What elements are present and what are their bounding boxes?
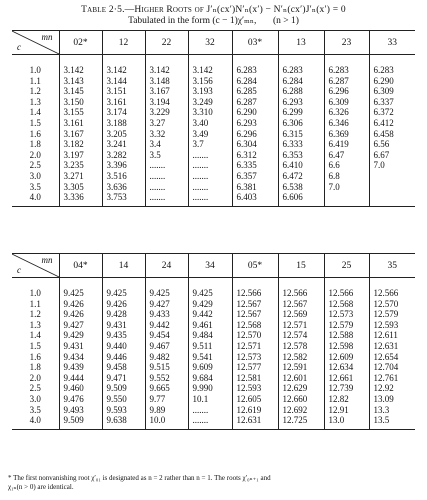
root-value-cell: 9.426 [102,299,145,310]
root-value-cell: 12.631 [369,341,415,352]
root-value-cell: 6.372 [369,107,415,118]
root-value-cell: 12.581 [232,373,278,384]
table-row [12,341,415,352]
root-value-cell: ....... [188,160,232,171]
root-value-cell: 3.148 [145,76,188,87]
c-value-cell: 1.3 [29,96,41,107]
root-value-cell: 9.425 [102,278,145,299]
root-value-cell: 6.287 [324,76,369,87]
table-row [12,278,415,299]
root-value-cell [369,192,415,206]
footnote [8,474,422,492]
root-value-cell: ....... [188,171,232,182]
root-value-cell: 12.611 [369,330,415,341]
root-value-cell: 9.593 [102,405,145,416]
column-header: 32 [188,31,232,55]
c-value-cell: 3.5 [29,404,41,415]
root-value-cell: 6.283 [232,55,278,76]
root-value-cell: 12.631 [232,415,278,429]
root-value-cell: 9.509 [102,383,145,394]
root-value-cell: 6.8 [324,171,369,182]
root-value-cell: 3.310 [188,107,232,118]
column-header: 22 [145,31,188,55]
c-value-cell: 1.5 [29,340,41,351]
c-value-cell: 1.0 [29,288,41,298]
root-value-cell: 12.582 [278,352,324,363]
root-value-cell: 12.578 [278,341,324,352]
table-subtitle-form: Tabulated in the form (c − 1)χ′ₘₙ, [128,16,257,26]
root-value-cell: 12.739 [324,383,369,394]
root-value-cell: 3.150 [59,97,102,108]
root-value-cell: 12.92 [369,383,415,394]
c-value-cell: 1.1 [29,75,41,86]
table-title [0,4,427,15]
table-subtitle [0,15,427,26]
c-value-cell: 3.0 [29,393,41,404]
table-row [12,352,415,363]
root-value-cell: ....... [145,160,188,171]
root-value-cell: 12.568 [232,320,278,331]
root-value-cell: 10.0 [145,415,188,429]
root-value-cell: 9.425 [145,278,188,299]
root-value-cell: 3.193 [188,86,232,97]
root-value-cell: 6.326 [324,107,369,118]
root-value-cell: 3.142 [102,55,145,76]
root-value-cell: 12.634 [324,362,369,373]
table-row [12,192,415,206]
root-value-cell: 3.396 [102,160,145,171]
root-value-cell: 9.427 [145,299,188,310]
root-value-cell: 6.47 [324,150,369,161]
table-title-equation: J′ₙ(cx′)N′ₙ(x′) − N′ₙ(cx′)J′ₙ(x′) = 0 [206,5,346,15]
root-value-cell: 9.458 [102,362,145,373]
root-value-cell: 3.197 [59,150,102,161]
root-value-cell: 9.550 [102,394,145,405]
root-value-cell: 6.335 [232,160,278,171]
root-value-cell: 9.511 [188,341,232,352]
root-value-cell: 13.09 [369,394,415,405]
root-value-cell: 3.249 [188,97,232,108]
root-value-cell: 9.467 [145,341,188,352]
root-value-cell: 3.144 [102,76,145,87]
root-value-cell: 9.461 [188,320,232,331]
root-value-cell: 12.566 [324,278,369,299]
root-value-cell: 6.346 [324,118,369,129]
root-value-cell: 6.472 [278,171,324,182]
root-value-cell: 3.4 [145,139,188,150]
root-value-cell: 9.476 [59,394,102,405]
column-header: 03* [232,31,278,55]
root-value-cell: ....... [145,182,188,193]
root-value-cell: 6.315 [278,129,324,140]
column-header: 04* [59,254,102,278]
root-value-cell: 3.32 [145,129,188,140]
root-value-cell: 3.40 [188,118,232,129]
root-value-cell: 12.609 [324,352,369,363]
root-value-cell: 12.566 [278,278,324,299]
root-value-cell: 3.161 [102,97,145,108]
root-value-cell: 3.27 [145,118,188,129]
root-value-cell: 12.598 [324,341,369,352]
table-row [12,394,415,405]
column-header: 02* [59,31,102,55]
c-value-cell: 1.2 [29,86,41,97]
root-value-cell: 6.283 [324,55,369,76]
root-value-cell: 12.593 [232,383,278,394]
corner-header-cell [12,31,59,55]
c-value-cell: 1.1 [29,298,41,309]
root-value-cell: 6.306 [278,118,324,129]
root-value-cell: 6.287 [232,97,278,108]
root-value-cell: 3.241 [102,139,145,150]
root-value-cell: 9.425 [59,278,102,299]
root-value-cell: 6.419 [324,139,369,150]
root-value-cell: 3.156 [188,76,232,87]
root-value-cell: 3.7 [188,139,232,150]
root-value-cell: 6.410 [278,160,324,171]
root-value-cell: 9.89 [145,405,188,416]
root-value-cell: 9.428 [102,309,145,320]
table-row [12,373,415,384]
root-value-cell: 3.155 [59,107,102,118]
root-value-cell: 12.579 [369,309,415,320]
root-value-cell: 12.571 [232,341,278,352]
root-value-cell: 9.429 [59,330,102,341]
root-value-cell: 9.442 [145,320,188,331]
root-value-cell: 3.305 [59,182,102,193]
root-value-cell: 6.369 [324,129,369,140]
root-value-cell: 3.336 [59,192,102,206]
root-value-cell: 6.333 [278,139,324,150]
root-value-cell: 12.588 [324,330,369,341]
footnote-line: χ₁ₙ(n > 0) are identical. [8,483,74,491]
root-value-cell: 9.684 [188,373,232,384]
table-body [12,55,415,207]
table-row [12,160,415,171]
column-header: 24 [145,254,188,278]
root-value-cell: 3.145 [59,86,102,97]
footnote-line: * The first nonvanishing root χ′₀₁ is designated as n = 2 rather than n = 1. The roots χ′₀ₙ₊₁ and [8,474,271,482]
root-value-cell: 3.636 [102,182,145,193]
root-value-cell: 3.282 [102,150,145,161]
root-value-cell: 12.704 [369,362,415,373]
root-value-cell: 9.433 [145,309,188,320]
root-value-cell: 6.296 [232,129,278,140]
table-row [12,86,415,97]
c-value-cell: 2.5 [29,383,41,394]
table-subtitle-condition: (n > 1) [272,16,299,26]
c-label: c [17,42,21,52]
header-row [12,31,415,55]
mn-label: mn [41,32,53,42]
root-value-cell: 6.288 [278,86,324,97]
table-row [12,118,415,129]
c-value-cell: 4.0 [29,415,41,426]
roots-table-upper [12,30,415,207]
root-value-cell: 9.426 [59,299,102,310]
c-value-cell: 1.4 [29,107,41,118]
c-value-cell: 1.2 [29,309,41,320]
root-value-cell: 9.484 [188,330,232,341]
table-body [12,278,415,430]
root-value-cell: 3.229 [145,107,188,118]
root-value-cell: 9.425 [188,278,232,299]
root-value-cell: 3.182 [59,139,102,150]
root-value-cell: 12.654 [369,352,415,363]
column-header: 13 [278,31,324,55]
c-value-cell: 1.6 [29,128,41,139]
table-row [12,171,415,182]
column-header: 15 [278,254,324,278]
root-value-cell: 9.426 [59,309,102,320]
root-value-cell: 6.293 [278,97,324,108]
root-value-cell: 12.571 [278,320,324,331]
root-value-cell: 12.591 [278,362,324,373]
root-value-cell: 12.566 [369,278,415,299]
root-value-cell: 9.439 [59,362,102,373]
root-value-cell: ....... [145,192,188,206]
root-value-cell: 7.0 [369,160,415,171]
root-value-cell: 6.337 [369,97,415,108]
root-value-cell: 12.692 [278,405,324,416]
root-value-cell: 7.0 [324,182,369,193]
root-value-cell: 9.552 [145,373,188,384]
c-value-cell: 1.3 [29,319,41,330]
root-value-cell: 13.5 [369,415,415,429]
root-value-cell [324,192,369,206]
root-value-cell: 3.142 [188,55,232,76]
root-value-cell: 3.167 [59,129,102,140]
c-value-cell: 2.0 [29,372,41,383]
root-value-cell: 9.429 [188,299,232,310]
root-value-cell: 3.753 [102,192,145,206]
c-value-cell: 2.0 [29,149,41,160]
root-value-cell: 3.49 [188,129,232,140]
root-value-cell: 12.82 [324,394,369,405]
column-header: 23 [324,31,369,55]
root-value-cell: 9.454 [145,330,188,341]
c-label: c [17,265,21,275]
table-title-prefix: Table 2·5.—Higher Roots of [81,5,204,15]
root-value-cell: 9.541 [188,352,232,363]
root-value-cell: 3.235 [59,160,102,171]
c-value-cell: 4.0 [29,192,41,203]
root-value-cell: 3.194 [145,97,188,108]
column-header: 35 [369,254,415,278]
root-value-cell: 3.142 [59,55,102,76]
column-header: 12 [102,31,145,55]
root-value-cell: 3.205 [102,129,145,140]
root-value-cell: 9.440 [102,341,145,352]
root-value-cell: 9.431 [59,341,102,352]
root-value-cell: 3.516 [102,171,145,182]
root-value-cell: 6.309 [324,97,369,108]
root-value-cell: 9.509 [59,415,102,429]
root-value-cell: 9.434 [59,352,102,363]
table-row [12,320,415,331]
roots-table-lower [12,253,415,430]
root-value-cell: 9.427 [59,320,102,331]
table-row [12,415,415,429]
root-value-cell: 12.619 [232,405,278,416]
root-value-cell: 6.353 [278,150,324,161]
root-value-cell: 6.381 [232,182,278,193]
c-value-cell: 1.8 [29,362,41,373]
root-value-cell: 9.482 [145,352,188,363]
root-value-cell: 6.299 [278,107,324,118]
table-row [12,182,415,193]
root-value-cell: 9.638 [102,415,145,429]
c-value-cell: 3.5 [29,181,41,192]
root-value-cell: 6.403 [232,192,278,206]
root-value-cell: 12.574 [278,330,324,341]
root-value-cell [369,171,415,182]
root-value-cell: 12.573 [324,309,369,320]
root-value-cell: 6.304 [232,139,278,150]
root-value-cell: 3.174 [102,107,145,118]
table-row [12,150,415,161]
mn-label: mn [41,255,53,265]
root-value-cell: 9.609 [188,362,232,373]
root-value-cell: 9.442 [188,309,232,320]
root-value-cell: ....... [145,171,188,182]
root-value-cell: 6.309 [369,86,415,97]
root-value-cell: ....... [188,182,232,193]
table-row [12,97,415,108]
root-value-cell: 10.1 [188,394,232,405]
root-value-cell: 12.629 [278,383,324,394]
root-value-cell: ....... [188,192,232,206]
c-value-cell: 1.6 [29,351,41,362]
root-value-cell: 6.538 [278,182,324,193]
root-value-cell: 9.77 [145,394,188,405]
root-value-cell: 3.167 [145,86,188,97]
c-value-cell: 1.5 [29,117,41,128]
root-value-cell: 3.143 [59,76,102,87]
root-value-cell: 12.660 [278,394,324,405]
header-row [12,254,415,278]
root-value-cell: 9.460 [59,383,102,394]
root-value-cell: 6.296 [324,86,369,97]
root-value-cell: 12.567 [278,299,324,310]
c-value-cell: 1.4 [29,330,41,341]
root-value-cell: 12.661 [324,373,369,384]
table-row [12,362,415,373]
root-value-cell: 12.569 [278,309,324,320]
root-value-cell: 12.605 [232,394,278,405]
root-value-cell: ....... [188,150,232,161]
root-value-cell: 6.283 [369,55,415,76]
root-value-cell: 9.435 [102,330,145,341]
root-value-cell: 9.471 [102,373,145,384]
column-header: 25 [324,254,369,278]
root-value-cell: 12.567 [232,299,278,310]
c-value-cell: 1.0 [29,65,41,75]
table-row [12,405,415,416]
root-value-cell: 6.284 [232,76,278,87]
root-value-cell [369,182,415,193]
root-value-cell: 9.990 [188,383,232,394]
root-value-cell: 12.579 [324,320,369,331]
root-value-cell: 12.91 [324,405,369,416]
corner-header-cell [12,254,59,278]
table-row [12,139,415,150]
root-value-cell: 12.725 [278,415,324,429]
root-value-cell: 12.573 [232,352,278,363]
root-value-cell: 6.290 [232,107,278,118]
root-value-cell: 9.665 [145,383,188,394]
root-value-cell: ....... [188,415,232,429]
root-value-cell: 6.412 [369,118,415,129]
root-value-cell: 6.458 [369,129,415,140]
table-row [12,107,415,118]
root-value-cell: 6.606 [278,192,324,206]
root-value-cell: 12.577 [232,362,278,373]
root-value-cell: 12.601 [278,373,324,384]
root-value-cell: 12.570 [232,330,278,341]
root-value-cell: 6.6 [324,160,369,171]
column-header: 34 [188,254,232,278]
root-value-cell: 6.67 [369,150,415,161]
root-value-cell: 13.3 [369,405,415,416]
column-header: 33 [369,31,415,55]
root-value-cell: 12.566 [232,278,278,299]
root-value-cell: 6.290 [369,76,415,87]
table-row [12,299,415,310]
root-value-cell: 3.188 [102,118,145,129]
root-value-cell: 13.0 [324,415,369,429]
root-value-cell: 6.312 [232,150,278,161]
root-value-cell: 6.285 [232,86,278,97]
root-value-cell: 6.283 [278,55,324,76]
table-row [12,55,415,76]
root-value-cell: 6.293 [232,118,278,129]
root-value-cell: 12.761 [369,373,415,384]
table-row [12,330,415,341]
root-value-cell: 6.56 [369,139,415,150]
root-value-cell: 3.161 [59,118,102,129]
root-value-cell: ....... [188,405,232,416]
root-value-cell: 12.593 [369,320,415,331]
table-row [12,129,415,140]
root-value-cell: 12.567 [232,309,278,320]
c-value-cell: 1.8 [29,139,41,150]
root-value-cell: 3.142 [145,55,188,76]
table-row [12,309,415,320]
root-value-cell: 3.5 [145,150,188,161]
c-value-cell: 2.5 [29,160,41,171]
root-value-cell: 9.515 [145,362,188,373]
root-value-cell: 9.431 [102,320,145,331]
root-value-cell: 6.284 [278,76,324,87]
c-value-cell: 3.0 [29,170,41,181]
table-row [12,76,415,87]
root-value-cell: 12.570 [369,299,415,310]
table-row [12,383,415,394]
column-header: 05* [232,254,278,278]
root-value-cell: 3.151 [102,86,145,97]
root-value-cell: 6.357 [232,171,278,182]
column-header: 14 [102,254,145,278]
root-value-cell: 9.446 [102,352,145,363]
root-value-cell: 3.271 [59,171,102,182]
root-value-cell: 12.568 [324,299,369,310]
root-value-cell: 9.444 [59,373,102,384]
root-value-cell: 9.493 [59,405,102,416]
